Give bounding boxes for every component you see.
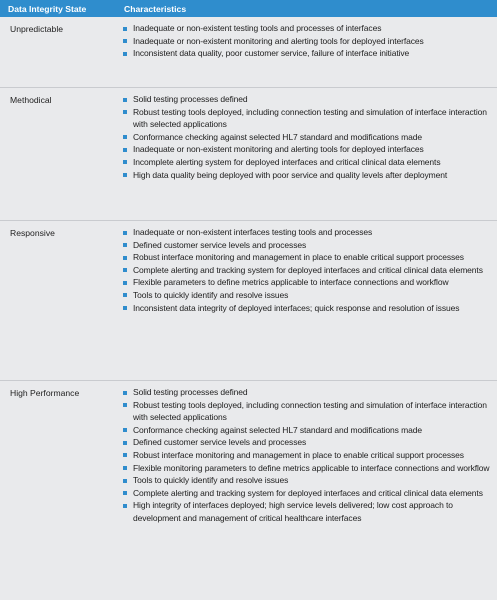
state-label: Methodical bbox=[10, 95, 52, 105]
list-item: Tools to quickly identify and resolve issues bbox=[121, 289, 493, 302]
table-row-responsive bbox=[0, 221, 497, 381]
list-item: High integrity of interfaces deployed; high service levels delivered; low cost approach to development and management of critical healthcare interfaces bbox=[121, 499, 493, 524]
state-label: Unpredictable bbox=[10, 24, 64, 34]
list-item: Inadequate or non-existent testing tools and processes of interfaces bbox=[121, 22, 493, 35]
list-item: Complete alerting and tracking system for deployed interfaces and critical clinical data elements bbox=[121, 487, 493, 500]
list-item: Robust interface monitoring and management in place to enable critical support processes bbox=[121, 449, 493, 462]
list-item: Defined customer service levels and processes bbox=[121, 239, 493, 252]
header-characteristics: Characteristics bbox=[124, 3, 187, 14]
list-item: Inconsistent data integrity of deployed interfaces; quick response and resolution of issues bbox=[121, 302, 493, 315]
characteristics-list bbox=[121, 386, 493, 525]
list-item: Defined customer service levels and processes bbox=[121, 436, 493, 449]
table-row-methodical bbox=[0, 88, 497, 221]
state-label: High Performance bbox=[10, 388, 80, 398]
list-item: Conformance checking against selected HL7 standard and modifications made bbox=[121, 131, 493, 144]
characteristics-list bbox=[121, 22, 493, 60]
list-item: Complete alerting and tracking system for deployed interfaces and critical clinical data elements bbox=[121, 264, 493, 277]
characteristics-cell bbox=[116, 88, 497, 220]
characteristics-list bbox=[121, 93, 493, 181]
list-item: Robust testing tools deployed, including connection testing and simulation of interface interaction with selected applications bbox=[121, 106, 493, 131]
characteristics-cell bbox=[116, 17, 497, 87]
list-item: Flexible monitoring parameters to define metrics applicable to interface connections and workflow bbox=[121, 462, 493, 475]
list-item: Inadequate or non-existent monitoring and alerting tools for deployed interfaces bbox=[121, 143, 493, 156]
list-item: Robust interface monitoring and management in place to enable critical support processes bbox=[121, 251, 493, 264]
table-row-high-performance bbox=[0, 381, 497, 600]
characteristics-list bbox=[121, 226, 493, 314]
list-item: Robust testing tools deployed, including connection testing and simulation of interface interaction with selected applications bbox=[121, 399, 493, 424]
table-row-unpredictable bbox=[0, 17, 497, 88]
list-item: Tools to quickly identify and resolve issues bbox=[121, 474, 493, 487]
list-item: Solid testing processes defined bbox=[121, 386, 493, 399]
characteristics-cell bbox=[116, 221, 497, 380]
header-data-integrity-state: Data Integrity State bbox=[8, 3, 87, 14]
list-item: Flexible parameters to define metrics applicable to interface connections and workflow bbox=[121, 276, 493, 289]
list-item: Inadequate or non-existent interfaces testing tools and processes bbox=[121, 226, 493, 239]
list-item: High data quality being deployed with poor service and quality levels after deployment bbox=[121, 169, 493, 182]
list-item: Conformance checking against selected HL7 standard and modifications made bbox=[121, 424, 493, 437]
list-item: Incomplete alerting system for deployed interfaces and critical clinical data elements bbox=[121, 156, 493, 169]
list-item: Inadequate or non-existent monitoring and alerting tools for deployed interfaces bbox=[121, 35, 493, 48]
list-item: Inconsistent data quality, poor customer service, failure of interface initiative bbox=[121, 47, 493, 60]
list-item: Solid testing processes defined bbox=[121, 93, 493, 106]
characteristics-cell bbox=[116, 381, 497, 600]
state-label: Responsive bbox=[10, 228, 55, 238]
table-header bbox=[0, 0, 497, 17]
